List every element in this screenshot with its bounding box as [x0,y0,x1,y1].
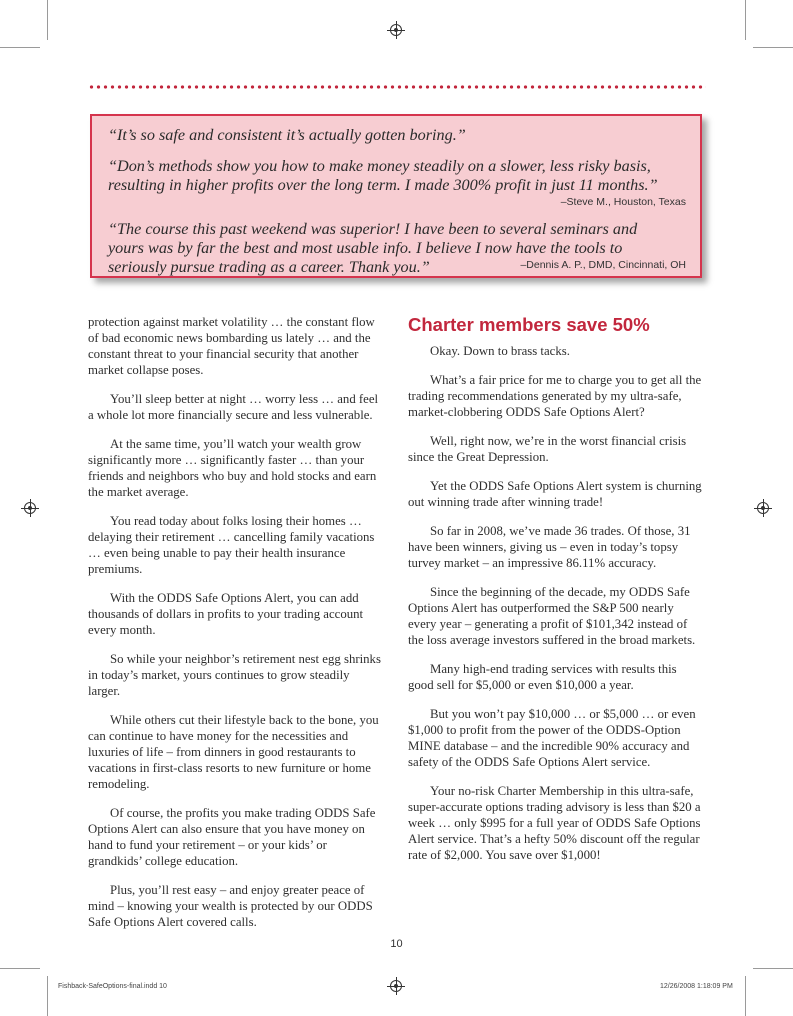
paragraph: What’s a fair price for me to charge you to get all the trading recommendations generated by my ultra-safe, market-clobbering ODDS Safe Options Alert? [408,373,702,419]
registration-mark-bottom [390,980,402,992]
testimonial-quote: “Don’s methods show you how to make money steadily on a slower, less risky basis, resulting in higher profits over the long term. I made 300% profit in just 11 months.” [108,157,658,194]
crop-mark [753,968,793,969]
paragraph: While others cut their lifestyle back to the bone, you can continue to have money for the necessities and luxuries of life – from dinners in good restaurants to vacations in first-class resorts to new furniture or home remodeling. [88,713,379,791]
testimonial-attribution: –Steve M., Houston, Texas [560,196,686,208]
testimonial-quote: “It’s so safe and consistent it’s actually gotten boring.” [108,126,466,144]
registration-mark-right [757,502,769,514]
paragraph: protection against market volatility … the constant flow of bad economic news bombarding us lately … and the constant threat to your financial security that another market collapse poses. [88,315,375,377]
paragraph: You read today about folks losing their homes … delaying their retirement … cancelling family vacations … even being unable to pay their health insurance premiums. [88,514,375,576]
dotted-divider [88,85,706,89]
testimonial-box [90,114,702,278]
crop-mark [753,47,793,48]
section-heading: Charter members save 50% [408,314,650,335]
crop-mark [745,976,746,1016]
paragraph: Your no-risk Charter Membership in this ultra-safe, super-accurate options trading advisory is less than $20 a week … only $995 for a full year of ODDS Safe Options Alert service. That’s a hefty 50% discount off the regular rate of $2,000. You save over $1,000! [408,784,701,862]
paragraph: With the ODDS Safe Options Alert, you can add thousands of dollars in profits to your trading account every month. [88,591,364,637]
paragraph: So while your neighbor’s retirement nest egg shrinks in today’s market, yours continues to grow steadily larger. [88,652,381,698]
paragraph: Since the beginning of the decade, my ODDS Safe Options Alert has outperformed the S&P 500 nearly every year – generating a profit of $101,342 instead of the loss average investors suffered in the broad markets. [408,585,696,647]
registration-mark-top [390,24,402,36]
slug-filename: Fishback-SafeOptions-final.indd 10 [58,983,167,990]
crop-mark [0,968,40,969]
crop-mark [47,976,48,1016]
slug-timestamp: 12/26/2008 1:18:09 PM [660,983,733,990]
testimonial-quote-text: “The course this past weekend was superior! I have been to several seminars and yours was by far the best and most usable info. I believe I now have the tools to seriously pursue trading as a career. Thank you.” [108,220,638,276]
paragraph: Plus, you’ll rest easy – and enjoy greater peace of mind – knowing your wealth is protected by our ODDS Safe Options Alert covered calls. [88,883,373,929]
paragraph: Well, right now, we’re in the worst financial crisis since the Great Depression. [408,434,687,464]
paragraph: Many high-end trading services with results this good sell for $5,000 or even $10,000 a year. [408,662,677,692]
body-column-left [88,314,382,943]
crop-mark [745,0,746,40]
registration-mark-left [24,502,36,514]
paragraph: So far in 2008, we’ve made 36 trades. Of those, 31 have been winners, giving us – even in today’s topsy turvey market – an impressive 86.11% accuracy. [408,524,691,570]
paragraph: You’ll sleep better at night … worry less … and feel a whole lot more financially secure and less vulnerable. [88,392,379,422]
paragraph: But you won’t pay $10,000 … or $5,000 … or even $1,000 to profit from the power of the ODDS-Option MINE database – and the incredible 90% accuracy and safety of the ODDS Safe Options Alert service. [408,707,696,769]
crop-mark [47,0,48,40]
paragraph: At the same time, you’ll watch your wealth grow significantly more … significantly faster … than your friends and neighbors who buy and hold stocks and earn the market average. [88,437,377,499]
testimonial-quote [108,220,686,277]
body-column-right [408,314,704,876]
page-number: 10 [390,938,403,950]
paragraph: Okay. Down to brass tacks. [430,344,570,358]
paragraph: Yet the ODDS Safe Options Alert system is churning out winning trade after winning trade! [408,479,702,509]
crop-mark [0,47,40,48]
paragraph: Of course, the profits you make trading ODDS Safe Options Alert can also ensure that you have money on hand to fund your retirement – or your kids’ or grandkids’ college education. [88,806,376,868]
testimonial-attribution: –Dennis A. P., DMD, Cincinnati, OH [520,259,686,271]
